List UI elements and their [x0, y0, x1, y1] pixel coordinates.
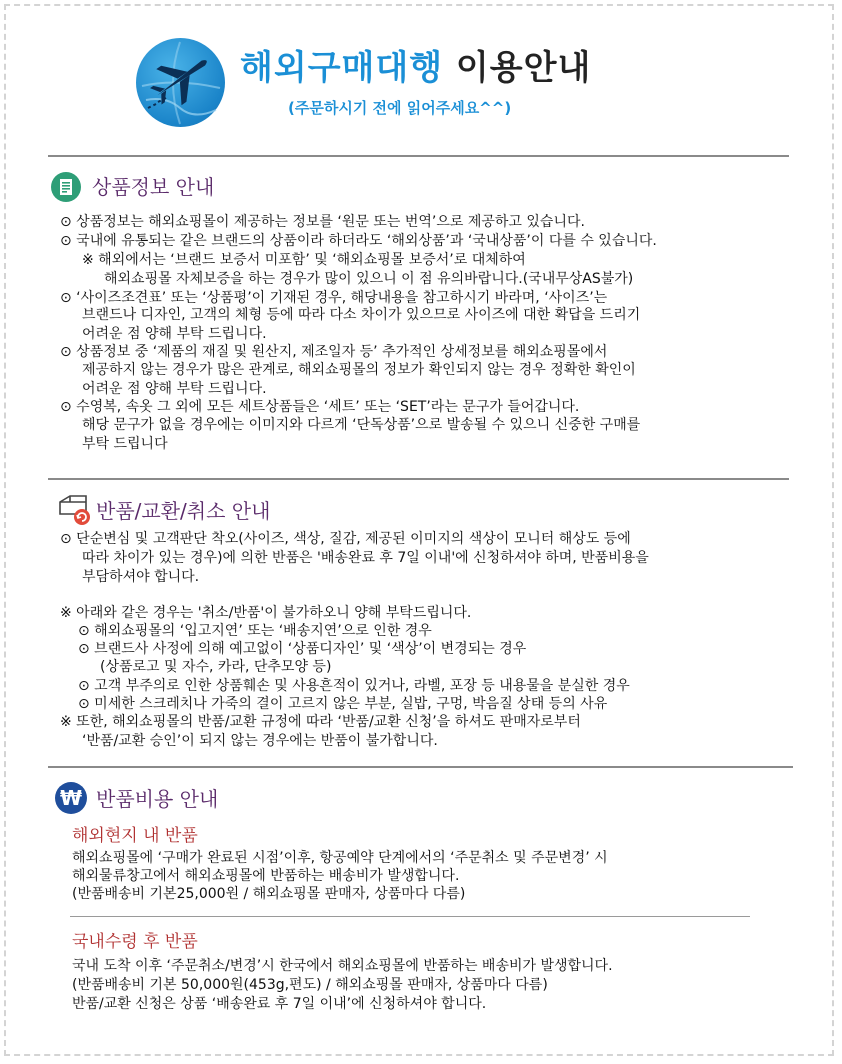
- return-box-icon: [56, 494, 92, 526]
- subheading-domestic-return: 국내수령 후 반품: [72, 932, 198, 952]
- text-line: (상품로고 및 자수, 카라, 단추모양 등): [100, 659, 332, 675]
- text-line: 부탁 드립니다: [82, 436, 168, 452]
- text-line: (반품배송비 기본25,000원 / 해외쇼핑몰 판매자, 상품마다 다름): [72, 886, 466, 902]
- subsection-divider: [70, 916, 750, 917]
- text-line: 해외물류창고에서 해외쇼핑몰에 반품하는 배송비가 발생합니다.: [72, 868, 460, 884]
- text-line: ⊙ 상품정보 중 ‘제품의 재질 및 원산지, 제조일자 등’ 추가적인 상세정보를 해외쇼핑몰에서: [60, 344, 608, 360]
- text-line: ⊙ 해외쇼핑몰의 ‘입고지연’ 또는 ‘배송지연’으로 인한 경우: [78, 623, 432, 639]
- text-line: 해외쇼핑몰에 ‘구매가 완료된 시점’이후, 항공예약 단계에서의 ‘주문취소 및 주문변경’ 시: [72, 850, 608, 866]
- text-line: ※ 아래와 같은 경우는 '취소/반품'이 불가하오니 양해 부탁드립니다.: [60, 605, 472, 621]
- text-line: ⊙ 단순변심 및 고객판단 착오(사이즈, 색상, 질감, 제공된 이미지의 색상이 모니터 해상도 등에: [60, 531, 631, 547]
- text-line: ⊙ 고객 부주의로 인한 상품훼손 및 사용흔적이 있거나, 라벨, 포장 등 내용물을 분실한 경우: [78, 678, 630, 694]
- text-line: ⊙ 국내에 유통되는 같은 브랜드의 상품이라 하더라도 ‘해외상품’과 ‘국내상품’이 다를 수 있습니다.: [60, 233, 657, 249]
- text-line: 따라 차이가 있는 경우)에 의한 반품은 '배송완료 후 7일 이내'에 신청하셔야 하며, 반품비용을: [82, 550, 649, 566]
- text-line: ※ 해외에서는 ‘브랜드 보증서 미포함’ 및 ‘해외쇼핑몰 보증서’로 대체하여: [82, 252, 526, 268]
- text-line: 어려운 점 양해 부탁 드립니다.: [82, 381, 267, 397]
- won-coin-icon: [55, 782, 87, 814]
- section-title-return-cost: 반품비용 안내: [96, 787, 219, 811]
- text-line: 해외쇼핑몰 자체보증을 하는 경우가 많이 있으니 이 점 유의바랍니다.(국내무상AS불가): [104, 271, 634, 287]
- text-line: 제공하지 않는 경우가 많은 관계로, 해외쇼핑몰의 정보가 확인되지 않는 경우 정확한 확인이: [82, 362, 636, 378]
- page-title-main: 해외구매대행: [240, 48, 444, 88]
- document-icon: [51, 172, 81, 202]
- text-line: 해당 문구가 없을 경우에는 이미지와 다르게 ‘단독상품’으로 발송될 수 있으니 신중한 구매를: [82, 417, 641, 433]
- text-line: 반품/교환 신청은 상품 ‘배송완료 후 7일 이내’에 신청하셔야 합니다.: [72, 996, 487, 1012]
- text-line: ⊙ ‘사이즈조견표’ 또는 ‘상품평’이 기재된 경우, 해당내용을 참고하시기 바라며, ‘사이즈’는: [60, 290, 608, 306]
- text-line: 부담하셔야 합니다.: [82, 569, 200, 585]
- text-line: ⊙ 브랜드사 사정에 의해 예고없이 ‘상품디자인’ 및 ‘색상’이 변경되는 경우: [78, 641, 527, 657]
- text-line: ※ 또한, 해외쇼핑몰의 반품/교환 규정에 따라 ‘반품/교환 신청’을 하셔도 판매자로부터: [60, 714, 581, 730]
- page-title: [240, 46, 591, 90]
- section-title-product-info: 상품정보 안내: [92, 175, 215, 199]
- text-line: ⊙ 수영복, 속옷 그 외에 모든 세트상품들은 ‘세트’ 또는 ‘SET’라는 문구가 들어갑니다.: [60, 399, 580, 415]
- text-line: 국내 도착 이후 ‘주문취소/변경’시 한국에서 해외쇼핑몰에 반품하는 배송비가 발생합니다.: [72, 958, 613, 974]
- page-title-rest: 이용안내: [443, 48, 592, 88]
- text-line: ⊙ 상품정보는 해외쇼핑몰이 제공하는 정보를 ‘원문 또는 번역’으로 제공하고 있습니다.: [60, 214, 585, 230]
- airplane-globe-icon: [136, 38, 225, 127]
- text-line: 브랜드나 디자인, 고객의 체형 등에 따라 다소 차이가 있으므로 사이즈에 대한 확답을 드리기: [82, 307, 641, 323]
- subheading-overseas-return: 해외현지 내 반품: [72, 826, 198, 846]
- text-line: ⊙ 미세한 스크레치나 가죽의 결이 고르지 않은 부분, 실밥, 구멍, 박음질 상태 등의 사유: [78, 696, 608, 712]
- text-line: 어려운 점 양해 부탁 드립니다.: [82, 326, 267, 342]
- text-line: ‘반품/교환 승인’이 되지 않는 경우에는 반품이 불가합니다.: [82, 733, 438, 749]
- section-title-return-exchange: 반품/교환/취소 안내: [96, 499, 271, 523]
- won-symbol: ₩: [59, 786, 83, 810]
- divider: [48, 478, 789, 480]
- text-line: (반품배송비 기본 50,000원(453g,편도) / 해외쇼핑몰 판매자, 상품마다 다름): [72, 977, 548, 993]
- divider: [48, 155, 789, 157]
- page-subtitle: (주문하시기 전에 읽어주세요^^): [288, 99, 512, 117]
- divider: [48, 766, 793, 768]
